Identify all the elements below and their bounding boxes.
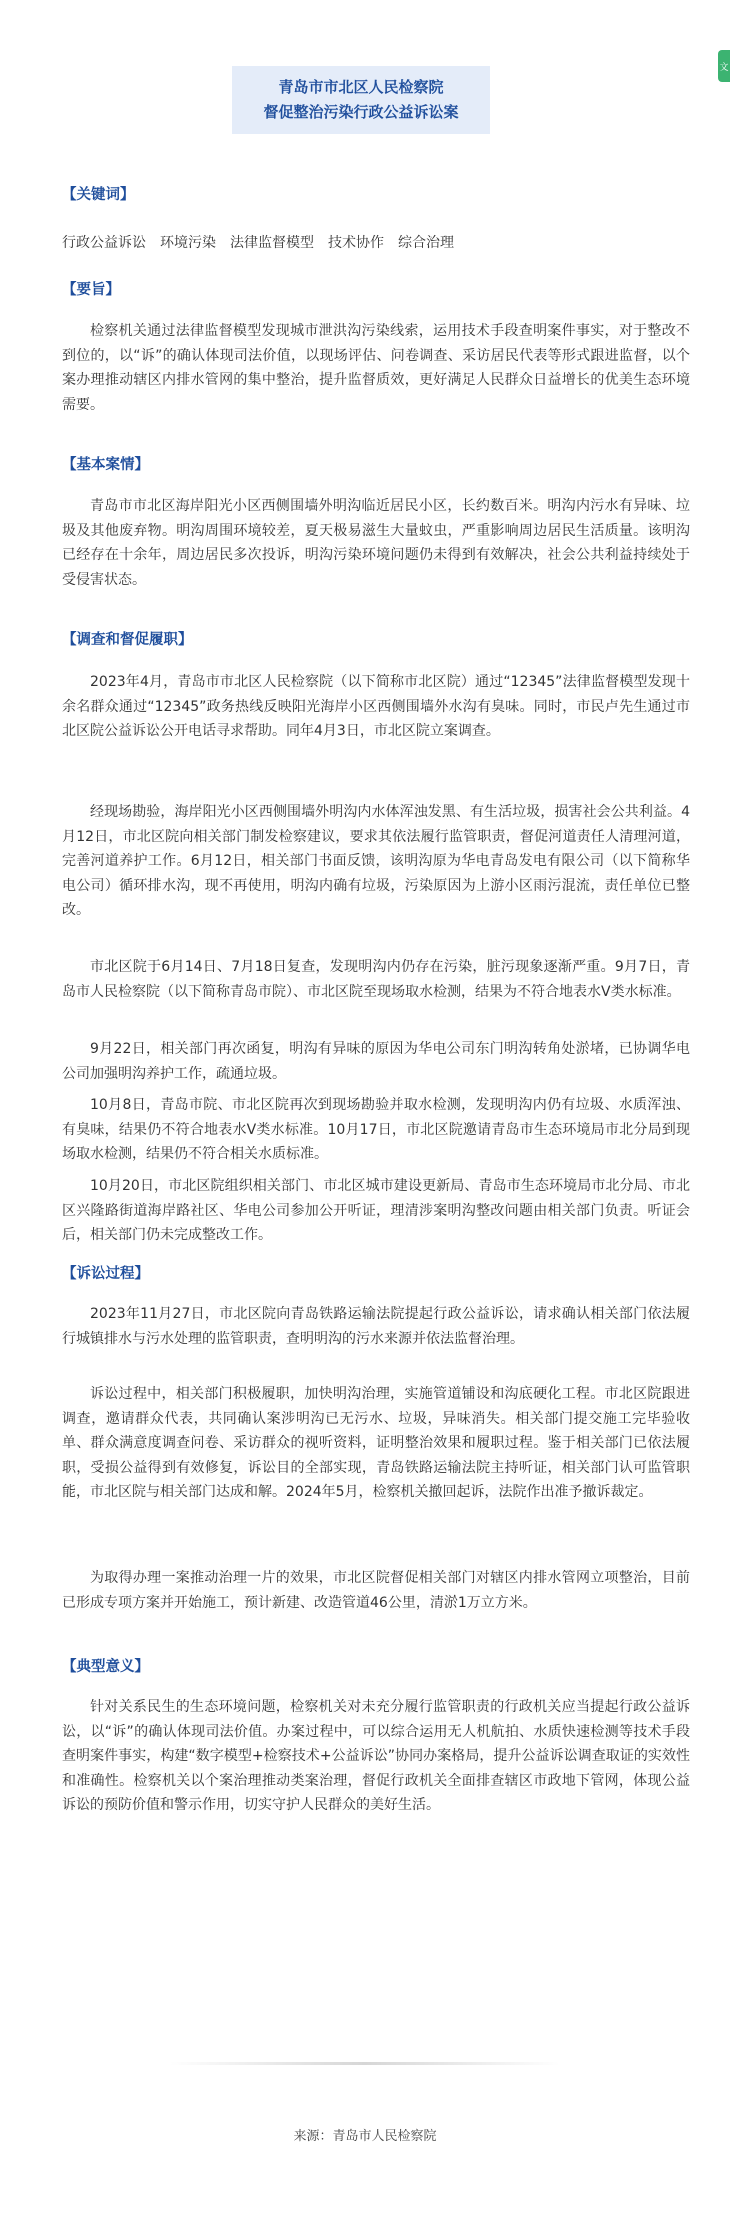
investigation-paragraph: 10月20日，市北区院组织相关部门、市北区城市建设更新局、青岛市生态环境局市北分局、市北区兴隆路街道海岸路社区、华电公司参加公开听证，理清涉案明沟整改问题由相关部门负责。听证会后，相关部门仍未完成整改工作。: [62, 1178, 690, 1243]
facts-paragraph: 青岛市市北区海岸阳光小区西侧围墙外明沟临近居民小区，长约数百米。明沟内污水有异味、垃圾及其他废弃物。明沟周围环境较差，夏天极易滋生大量蚊虫，严重影响周边居民生活质量。该明沟已经存在十余年，周边居民多次投诉，明沟污染环境问题仍未得到有效解决，社会公共利益持续处于受侵害状态。: [62, 498, 690, 588]
keyword-item: 法律监督模型: [230, 235, 314, 251]
section-heading-investigation: 【调查和督促履职】: [62, 632, 193, 648]
article-title-line-1: 青岛市市北区人民检察院: [278, 78, 444, 96]
investigation-paragraph: 2023年4月，青岛市市北区人民检察院（以下简称市北区院）通过“12345”法律监督模型发现十余名群众通过“12345”政务热线反映阳光海岸小区西侧围墙外水沟有臭味。同时，市民卢先生通过市北区院公益诉讼公开电话寻求帮助。同年4月3日，市北区院立案调查。: [62, 674, 690, 739]
section-heading-litigation: 【诉讼过程】: [62, 1266, 149, 1282]
gist-paragraph: 检察机关通过法律监督模型发现城市泄洪沟污染线索，运用技术手段查明案件事实，对于整改不到位的，以“诉”的确认体现司法价值，以现场评估、问卷调查、采访居民代表等形式跟进监督，以个案办理推动辖区内排水管网的集中整治，提升监督质效，更好满足人民群众日益增长的优美生态环境需要。: [62, 323, 690, 413]
investigation-paragraph: 9月22日，相关部门再次函复，明沟有异味的原因为华电公司东门明沟转角处淤堵，已协调华电公司加强明沟养护工作，疏通垃圾。: [62, 1041, 690, 1082]
significance-paragraph: 针对关系民生的生态环境问题，检察机关对未充分履行监管职责的行政机关应当提起行政公益诉讼，以“诉”的确认体现司法价值。办案过程中，可以综合运用无人机航拍、水质快速检测等技术手段查明案件事实，构建“数字模型+检察技术+公益诉讼”协同办案格局，提升公益诉讼调查取证的实效性和准确性。检察机关以个案治理推动类案治理，督促行政机关全面排查辖区市政地下管网，体现公益诉讼的预防价值和警示作用，切实守护人民群众的美好生活。: [62, 1699, 690, 1813]
source-credit: 来源：青岛市人民检察院: [293, 2129, 437, 2144]
side-tab[interactable]: 文: [718, 50, 730, 82]
investigation-paragraph: 经现场勘验，海岸阳光小区西侧围墙外明沟内水体浑浊发黑、有生活垃圾，损害社会公共利益。4月12日，市北区院向相关部门制发检察建议，要求其依法履行监管职责，督促河道责任人清理河道，完善河道养护工作。6月12日，相关部门书面反馈，该明沟原为华电青岛发电有限公司（以下简称华电公司）循环排水沟，现不再使用，明沟内确有垃圾，污染原因为上游小区雨污混流，责任单位已整改。: [62, 804, 690, 918]
divider: [170, 2062, 560, 2065]
article-title-box: [232, 66, 490, 134]
keywords-list: [62, 232, 454, 252]
litigation-paragraph: 诉讼过程中，相关部门积极履职，加快明沟治理，实施管道铺设和沟底硬化工程。市北区院跟进调查，邀请群众代表，共同确认案涉明沟已无污水、垃圾，异味消失。相关部门提交施工完毕验收单、群众满意度调查问卷、采访群众的视听资料，证明整治效果和履职过程。鉴于相关部门已依法履职，受损公益得到有效修复，诉讼目的全部实现，青岛铁路运输法院主持听证，相关部门认可监管职能，市北区院与相关部门达成和解。2024年5月，检察机关撤回起诉，法院作出准予撤诉裁定。: [62, 1386, 690, 1500]
investigation-paragraph: 市北区院于6月14日、7月18日复查，发现明沟内仍存在污染，脏污现象逐渐严重。9月7日，青岛市人民检察院（以下简称青岛市院）、市北区院至现场取水检测，结果为不符合地表水V类水标准。: [62, 959, 690, 1000]
keyword-item: 综合治理: [398, 235, 454, 251]
keyword-item: 技术协作: [328, 235, 384, 251]
section-heading-gist: 【要旨】: [62, 282, 120, 298]
article-title-line-2: 督促整治污染行政公益诉讼案: [263, 103, 459, 121]
section-heading-significance: 【典型意义】: [62, 1659, 149, 1675]
litigation-paragraph: 为取得办理一案推动治理一片的效果，市北区院督促相关部门对辖区内排水管网立项整治，目前已形成专项方案并开始施工，预计新建、改造管道46公里，清淤1万立方米。: [62, 1570, 690, 1611]
section-heading-keywords: 【关键词】: [62, 187, 135, 203]
keyword-item: 行政公益诉讼: [62, 235, 146, 251]
investigation-paragraph: 10月8日，青岛市院、市北区院再次到现场勘验并取水检测，发现明沟内仍有垃圾、水质浑浊、有臭味，结果仍不符合地表水V类水标准。10月17日，市北区院邀请青岛市生态环境局市北分局到现场取水检测，结果仍不符合相关水质标准。: [62, 1097, 690, 1162]
litigation-paragraph: 2023年11月27日，市北区院向青岛铁路运输法院提起行政公益诉讼，请求确认相关部门依法履行城镇排水与污水处理的监管职责，查明明沟的污水来源并依法监督治理。: [62, 1306, 690, 1347]
section-heading-facts: 【基本案情】: [62, 457, 149, 473]
keyword-item: 环境污染: [160, 235, 216, 251]
